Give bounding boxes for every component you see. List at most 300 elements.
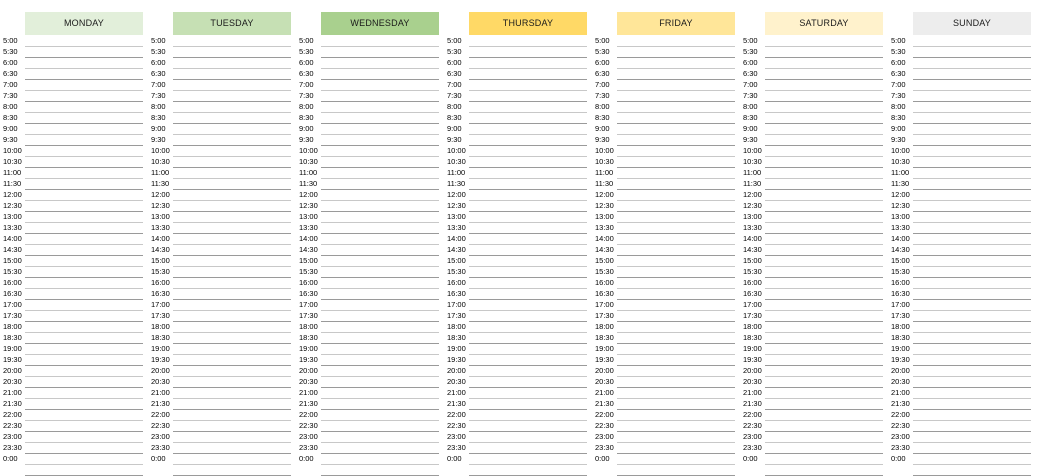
time-slot-cell[interactable]	[913, 256, 1031, 266]
time-label: 9:30	[447, 135, 462, 144]
time-slot-cell[interactable]	[765, 168, 883, 178]
time-slot-cell[interactable]	[25, 234, 143, 244]
time-slot-cell[interactable]	[617, 179, 735, 189]
time-label: 18:30	[299, 333, 318, 342]
time-slot-cell[interactable]	[25, 256, 143, 266]
time-slot-cell[interactable]	[321, 267, 439, 277]
time-slot-cell[interactable]	[913, 267, 1031, 277]
day-header-friday[interactable]: FRIDAY	[617, 12, 735, 35]
time-slot-cell[interactable]	[25, 377, 143, 387]
time-slot-cell[interactable]	[173, 443, 291, 453]
time-slot-cell[interactable]	[617, 36, 735, 46]
time-slot-cell[interactable]	[617, 124, 735, 134]
time-slot-cell[interactable]	[173, 344, 291, 354]
time-slot-cell[interactable]	[765, 135, 883, 145]
time-slot-cell[interactable]	[25, 333, 143, 343]
time-slot-cell[interactable]	[913, 399, 1031, 409]
time-slot-cell[interactable]	[765, 245, 883, 255]
time-slot-cell[interactable]	[913, 212, 1031, 222]
time-slot-cell[interactable]	[173, 124, 291, 134]
time-slot-cell[interactable]	[321, 421, 439, 431]
time-slot-cell[interactable]	[469, 366, 587, 376]
time-slot-cell[interactable]	[321, 135, 439, 145]
time-slot-cell[interactable]	[765, 355, 883, 365]
time-slot-cell[interactable]	[617, 212, 735, 222]
time-slot-cell[interactable]	[469, 234, 587, 244]
time-slot-cell[interactable]	[321, 300, 439, 310]
time-slot-cell[interactable]	[25, 146, 143, 156]
time-slot-cell[interactable]	[765, 91, 883, 101]
time-slot-cell[interactable]	[321, 157, 439, 167]
time-slot-cell[interactable]	[173, 410, 291, 420]
time-slot-cell[interactable]	[469, 421, 587, 431]
time-slot-cell[interactable]	[321, 212, 439, 222]
time-slot-cell[interactable]	[765, 113, 883, 123]
time-slot-cell[interactable]	[913, 410, 1031, 420]
time-slot-cell[interactable]	[913, 377, 1031, 387]
time-slot-cell[interactable]	[913, 47, 1031, 57]
time-slot-cell[interactable]	[173, 388, 291, 398]
time-slot-cell[interactable]	[765, 289, 883, 299]
time-slot-cell[interactable]	[25, 344, 143, 354]
time-slot-cell[interactable]	[25, 245, 143, 255]
time-slot-cell[interactable]	[469, 201, 587, 211]
time-slot-cell[interactable]	[765, 333, 883, 343]
time-slot-cell[interactable]	[913, 234, 1031, 244]
time-slot-cell[interactable]	[173, 80, 291, 90]
time-slot-cell[interactable]	[25, 113, 143, 123]
time-slot-cell[interactable]	[469, 223, 587, 233]
time-slot-cell[interactable]	[765, 388, 883, 398]
time-slot-cell[interactable]	[321, 311, 439, 321]
time-slot-cell[interactable]	[25, 135, 143, 145]
time-slot-cell[interactable]	[173, 399, 291, 409]
time-slot-cell[interactable]	[173, 113, 291, 123]
time-label: 21:00	[891, 388, 910, 397]
time-slot-cell[interactable]	[173, 454, 291, 464]
time-slot-cell[interactable]	[913, 80, 1031, 90]
time-slot-cell[interactable]	[25, 102, 143, 112]
time-slot-cell[interactable]	[173, 245, 291, 255]
time-slot-cell[interactable]	[913, 388, 1031, 398]
time-slot-cell[interactable]	[25, 223, 143, 233]
time-slot-cell[interactable]	[469, 355, 587, 365]
time-slot-cell[interactable]	[173, 36, 291, 46]
time-slot-cell[interactable]	[617, 454, 735, 464]
time-slot-cell[interactable]	[617, 410, 735, 420]
time-slot-cell[interactable]	[913, 179, 1031, 189]
time-slot-cell[interactable]	[913, 168, 1031, 178]
time-slot-cell[interactable]	[765, 377, 883, 387]
time-slot-cell[interactable]	[617, 256, 735, 266]
time-slot-cell[interactable]	[321, 289, 439, 299]
time-slot-cell[interactable]	[469, 190, 587, 200]
time-slot-cell[interactable]	[469, 256, 587, 266]
time-slot-cell[interactable]	[617, 355, 735, 365]
time-slot-cell[interactable]	[321, 377, 439, 387]
time-slot-cell[interactable]	[469, 289, 587, 299]
time-slot-cell[interactable]	[321, 36, 439, 46]
time-slot-cell[interactable]	[25, 47, 143, 57]
time-label: 14:00	[151, 234, 170, 243]
time-slot-cell[interactable]	[173, 223, 291, 233]
time-slot-cell[interactable]	[25, 278, 143, 288]
time-slot-cell[interactable]	[173, 256, 291, 266]
time-slot-cell[interactable]	[913, 245, 1031, 255]
time-slot-cell[interactable]	[469, 91, 587, 101]
time-slot-cell[interactable]	[173, 311, 291, 321]
time-slot-cell[interactable]	[25, 190, 143, 200]
time-slot-cell[interactable]	[25, 124, 143, 134]
time-slot-cell[interactable]	[617, 344, 735, 354]
time-slot-cell[interactable]	[173, 201, 291, 211]
time-slot-cell[interactable]	[25, 58, 143, 68]
time-slot-cell[interactable]	[765, 80, 883, 90]
time-slot-cell[interactable]	[913, 223, 1031, 233]
time-slot-cell[interactable]	[765, 157, 883, 167]
time-slot-cell[interactable]	[173, 58, 291, 68]
time-slot-cell[interactable]	[469, 135, 587, 145]
time-slot-cell[interactable]	[913, 113, 1031, 123]
time-slot-cell[interactable]	[617, 267, 735, 277]
time-slot-cell[interactable]	[173, 300, 291, 310]
time-slot-cell[interactable]	[25, 421, 143, 431]
time-slot-cell[interactable]	[173, 157, 291, 167]
time-slot-cell[interactable]	[469, 102, 587, 112]
time-slot-cell[interactable]	[469, 212, 587, 222]
time-slot-cell[interactable]	[321, 58, 439, 68]
time-slot-cell[interactable]	[617, 234, 735, 244]
time-slot-cell[interactable]	[617, 47, 735, 57]
time-slot-cell[interactable]	[765, 399, 883, 409]
time-slot-cell[interactable]	[469, 157, 587, 167]
time-slot-cell[interactable]	[469, 168, 587, 178]
time-slot-cell[interactable]	[913, 443, 1031, 453]
time-slot-cell[interactable]	[913, 344, 1031, 354]
time-slot-cell[interactable]	[913, 190, 1031, 200]
time-slot-cell[interactable]	[469, 245, 587, 255]
time-slot-cell[interactable]	[469, 399, 587, 409]
time-label: 23:30	[3, 443, 22, 452]
time-slot-cell[interactable]	[469, 333, 587, 343]
time-slot-cell[interactable]	[469, 388, 587, 398]
time-slot-cell[interactable]	[617, 157, 735, 167]
time-slot-cell[interactable]	[173, 146, 291, 156]
time-slot-cell[interactable]	[765, 234, 883, 244]
time-label: 21:00	[3, 388, 22, 397]
time-slot-cell[interactable]	[765, 267, 883, 277]
time-slot-cell[interactable]	[321, 168, 439, 178]
time-slot-cell[interactable]	[765, 179, 883, 189]
time-slot-cell[interactable]	[765, 344, 883, 354]
time-slot-cell[interactable]	[617, 366, 735, 376]
time-slot-cell[interactable]	[765, 124, 883, 134]
time-slot-cell[interactable]	[617, 432, 735, 442]
day-header-saturday[interactable]: SATURDAY	[765, 12, 883, 35]
time-slot-cell[interactable]	[913, 454, 1031, 464]
time-slot-cell[interactable]	[617, 58, 735, 68]
time-slot-cell[interactable]	[617, 421, 735, 431]
time-slot-cell[interactable]	[25, 80, 143, 90]
time-slot-cell[interactable]	[469, 377, 587, 387]
time-slot-cell[interactable]	[469, 146, 587, 156]
time-label: 23:00	[3, 432, 22, 441]
time-slot-cell[interactable]	[469, 267, 587, 277]
time-slot-cell[interactable]	[617, 190, 735, 200]
time-slot-cell[interactable]	[25, 322, 143, 332]
time-slot-cell[interactable]	[321, 113, 439, 123]
time-slot-cell[interactable]	[25, 201, 143, 211]
time-slot-cell[interactable]	[321, 102, 439, 112]
time-slot-cell[interactable]	[25, 289, 143, 299]
time-slot-cell[interactable]	[25, 355, 143, 365]
time-slot-cell[interactable]	[617, 168, 735, 178]
time-slot-cell[interactable]	[321, 443, 439, 453]
time-slot-cell[interactable]	[617, 443, 735, 453]
time-slot-cell[interactable]	[469, 58, 587, 68]
time-slot-cell[interactable]	[25, 267, 143, 277]
time-slot-cell[interactable]	[913, 58, 1031, 68]
time-label: 0:00	[151, 454, 166, 463]
time-slot-cell[interactable]	[765, 212, 883, 222]
time-slot-cell[interactable]	[913, 102, 1031, 112]
time-slot-cell[interactable]	[765, 146, 883, 156]
time-slot-cell[interactable]	[173, 421, 291, 431]
time-slot-cell[interactable]	[617, 388, 735, 398]
time-slot-cell[interactable]	[617, 245, 735, 255]
time-slot-cell[interactable]	[173, 278, 291, 288]
time-slot-cell[interactable]	[469, 113, 587, 123]
time-slot-cell[interactable]	[321, 146, 439, 156]
time-slot-cell[interactable]	[765, 432, 883, 442]
time-slot-cell[interactable]	[173, 91, 291, 101]
day-header-tuesday[interactable]: TUESDAY	[173, 12, 291, 35]
time-slot-cell[interactable]	[173, 377, 291, 387]
time-slot-cell[interactable]	[25, 388, 143, 398]
time-slot-cell[interactable]	[765, 322, 883, 332]
time-slot-cell[interactable]	[25, 410, 143, 420]
time-slot-cell[interactable]	[913, 278, 1031, 288]
slot-divider	[469, 464, 587, 465]
time-label: 11:00	[743, 168, 762, 177]
time-slot-cell[interactable]	[173, 102, 291, 112]
time-slot-cell[interactable]	[321, 201, 439, 211]
time-slot-cell[interactable]	[173, 179, 291, 189]
time-slot-cell[interactable]	[321, 333, 439, 343]
time-slot-cell[interactable]	[321, 432, 439, 442]
time-slot-cell[interactable]	[321, 388, 439, 398]
time-slot-cell[interactable]	[321, 278, 439, 288]
time-slot-cell[interactable]	[913, 300, 1031, 310]
time-slot-cell[interactable]	[321, 223, 439, 233]
time-slot-cell[interactable]	[321, 190, 439, 200]
time-slot-cell[interactable]	[617, 278, 735, 288]
time-slot-cell[interactable]	[617, 300, 735, 310]
time-slot-cell[interactable]	[913, 146, 1031, 156]
time-slot-cell[interactable]	[25, 168, 143, 178]
time-slot-cell[interactable]	[321, 366, 439, 376]
time-slot-cell[interactable]	[173, 168, 291, 178]
time-slot-cell[interactable]	[617, 102, 735, 112]
time-slot-cell[interactable]	[469, 443, 587, 453]
day-header-monday[interactable]: MONDAY	[25, 12, 143, 35]
time-slot-cell[interactable]	[913, 289, 1031, 299]
time-slot-cell[interactable]	[321, 69, 439, 79]
time-slot-cell[interactable]	[617, 135, 735, 145]
time-slot-cell[interactable]	[469, 311, 587, 321]
time-slot-cell[interactable]	[765, 454, 883, 464]
time-slot-cell[interactable]	[25, 212, 143, 222]
time-slot-cell[interactable]	[173, 322, 291, 332]
time-label: 13:30	[595, 223, 614, 232]
time-slot-cell[interactable]	[913, 157, 1031, 167]
time-slot-cell[interactable]	[617, 223, 735, 233]
time-slot-cell[interactable]	[25, 69, 143, 79]
time-label: 20:30	[447, 377, 466, 386]
time-slot-cell[interactable]	[765, 421, 883, 431]
time-slot-cell[interactable]	[913, 366, 1031, 376]
time-label: 12:00	[595, 190, 614, 199]
time-slot-cell[interactable]	[913, 124, 1031, 134]
time-slot-cell[interactable]	[765, 36, 883, 46]
time-slot-cell[interactable]	[617, 399, 735, 409]
time-slot-cell[interactable]	[321, 454, 439, 464]
time-label: 11:30	[595, 179, 614, 188]
time-slot-cell[interactable]	[173, 69, 291, 79]
time-slot-cell[interactable]	[913, 322, 1031, 332]
time-slot-cell[interactable]	[321, 344, 439, 354]
time-slot-cell[interactable]	[617, 201, 735, 211]
time-slot-cell[interactable]	[469, 432, 587, 442]
time-slot-cell[interactable]	[25, 443, 143, 453]
time-slot-cell[interactable]	[617, 113, 735, 123]
time-slot-cell[interactable]	[913, 69, 1031, 79]
time-slot-cell[interactable]	[173, 234, 291, 244]
time-slot-cell[interactable]	[25, 432, 143, 442]
time-slot-cell[interactable]	[765, 410, 883, 420]
day-header-sunday[interactable]: SUNDAY	[913, 12, 1031, 35]
time-slot-cell[interactable]	[173, 212, 291, 222]
time-slot-cell[interactable]	[765, 278, 883, 288]
time-slot-cell[interactable]	[617, 333, 735, 343]
time-slot-cell[interactable]	[765, 443, 883, 453]
time-slot-cell[interactable]	[765, 311, 883, 321]
time-slot-cell[interactable]	[765, 190, 883, 200]
time-slot-cell[interactable]	[469, 47, 587, 57]
time-slot-cell[interactable]	[469, 69, 587, 79]
time-slot-cell[interactable]	[173, 190, 291, 200]
time-slot-cell[interactable]	[617, 146, 735, 156]
time-slot-cell[interactable]	[469, 80, 587, 90]
time-slot-cell[interactable]	[469, 36, 587, 46]
time-slot-cell[interactable]	[321, 234, 439, 244]
time-slot-cell[interactable]	[173, 267, 291, 277]
time-slot-cell[interactable]	[617, 322, 735, 332]
day-header-wednesday[interactable]: WEDNESDAY	[321, 12, 439, 35]
time-slot-cell[interactable]	[25, 311, 143, 321]
time-slot-cell[interactable]	[321, 245, 439, 255]
time-slot-cell[interactable]	[765, 201, 883, 211]
time-slot-cell[interactable]	[765, 58, 883, 68]
time-label: 14:30	[743, 245, 762, 254]
time-slot-cell[interactable]	[913, 421, 1031, 431]
time-slot-cell[interactable]	[913, 432, 1031, 442]
time-label: 5:00	[299, 36, 314, 45]
time-slot-cell[interactable]	[321, 410, 439, 420]
time-slot-cell[interactable]	[25, 399, 143, 409]
day-header-thursday[interactable]: THURSDAY	[469, 12, 587, 35]
time-label: 19:30	[595, 355, 614, 364]
time-slot-cell[interactable]	[469, 454, 587, 464]
slot-divider	[173, 464, 291, 465]
time-slot-cell[interactable]	[25, 454, 143, 464]
time-slot-cell[interactable]	[25, 91, 143, 101]
time-slot-cell[interactable]	[913, 311, 1031, 321]
time-slot-cell[interactable]	[617, 311, 735, 321]
time-slot-cell[interactable]	[321, 256, 439, 266]
time-slot-cell[interactable]	[765, 300, 883, 310]
time-slot-cell[interactable]	[617, 69, 735, 79]
time-slot-cell[interactable]	[469, 124, 587, 134]
time-slot-cell[interactable]	[913, 36, 1031, 46]
time-slot-cell[interactable]	[321, 355, 439, 365]
time-slot-cell[interactable]	[321, 399, 439, 409]
time-slot-cell[interactable]	[173, 135, 291, 145]
time-slot-cell[interactable]	[173, 432, 291, 442]
time-slot-cell[interactable]	[765, 256, 883, 266]
time-label: 12:30	[299, 201, 318, 210]
time-slot-cell[interactable]	[765, 223, 883, 233]
time-slot-cell[interactable]	[469, 322, 587, 332]
time-slot-cell[interactable]	[25, 179, 143, 189]
time-slot-cell[interactable]	[469, 344, 587, 354]
time-slot-cell[interactable]	[617, 289, 735, 299]
time-slot-cell[interactable]	[321, 322, 439, 332]
time-slot-cell[interactable]	[913, 91, 1031, 101]
time-slot-cell[interactable]	[173, 289, 291, 299]
time-slot-cell[interactable]	[913, 135, 1031, 145]
time-slot-cell[interactable]	[469, 410, 587, 420]
time-slot-cell[interactable]	[469, 300, 587, 310]
time-slot-cell[interactable]	[321, 91, 439, 101]
time-slot-cell[interactable]	[173, 47, 291, 57]
time-slot-cell[interactable]	[913, 201, 1031, 211]
time-slot-cell[interactable]	[25, 366, 143, 376]
time-slot-cell[interactable]	[321, 124, 439, 134]
time-slot-cell[interactable]	[765, 69, 883, 79]
time-slot-cell[interactable]	[765, 366, 883, 376]
time-label: 19:00	[151, 344, 170, 353]
time-slot-cell[interactable]	[617, 80, 735, 90]
time-slot-cell[interactable]	[617, 377, 735, 387]
time-slot-cell[interactable]	[765, 47, 883, 57]
time-slot-cell[interactable]	[321, 80, 439, 90]
time-slot-cell[interactable]	[173, 355, 291, 365]
time-slot-cell[interactable]	[321, 179, 439, 189]
time-slot-cell[interactable]	[321, 47, 439, 57]
time-slot-cell[interactable]	[913, 333, 1031, 343]
time-slot-cell[interactable]	[25, 300, 143, 310]
time-slot-cell[interactable]	[173, 366, 291, 376]
time-slot-cell[interactable]	[469, 278, 587, 288]
time-slot-cell[interactable]	[469, 179, 587, 189]
time-slot-cell[interactable]	[913, 355, 1031, 365]
time-slot-cell[interactable]	[617, 91, 735, 101]
time-slot-cell[interactable]	[25, 157, 143, 167]
time-slot-cell[interactable]	[173, 333, 291, 343]
time-slot-cell[interactable]	[25, 36, 143, 46]
time-slot-cell[interactable]	[765, 102, 883, 112]
